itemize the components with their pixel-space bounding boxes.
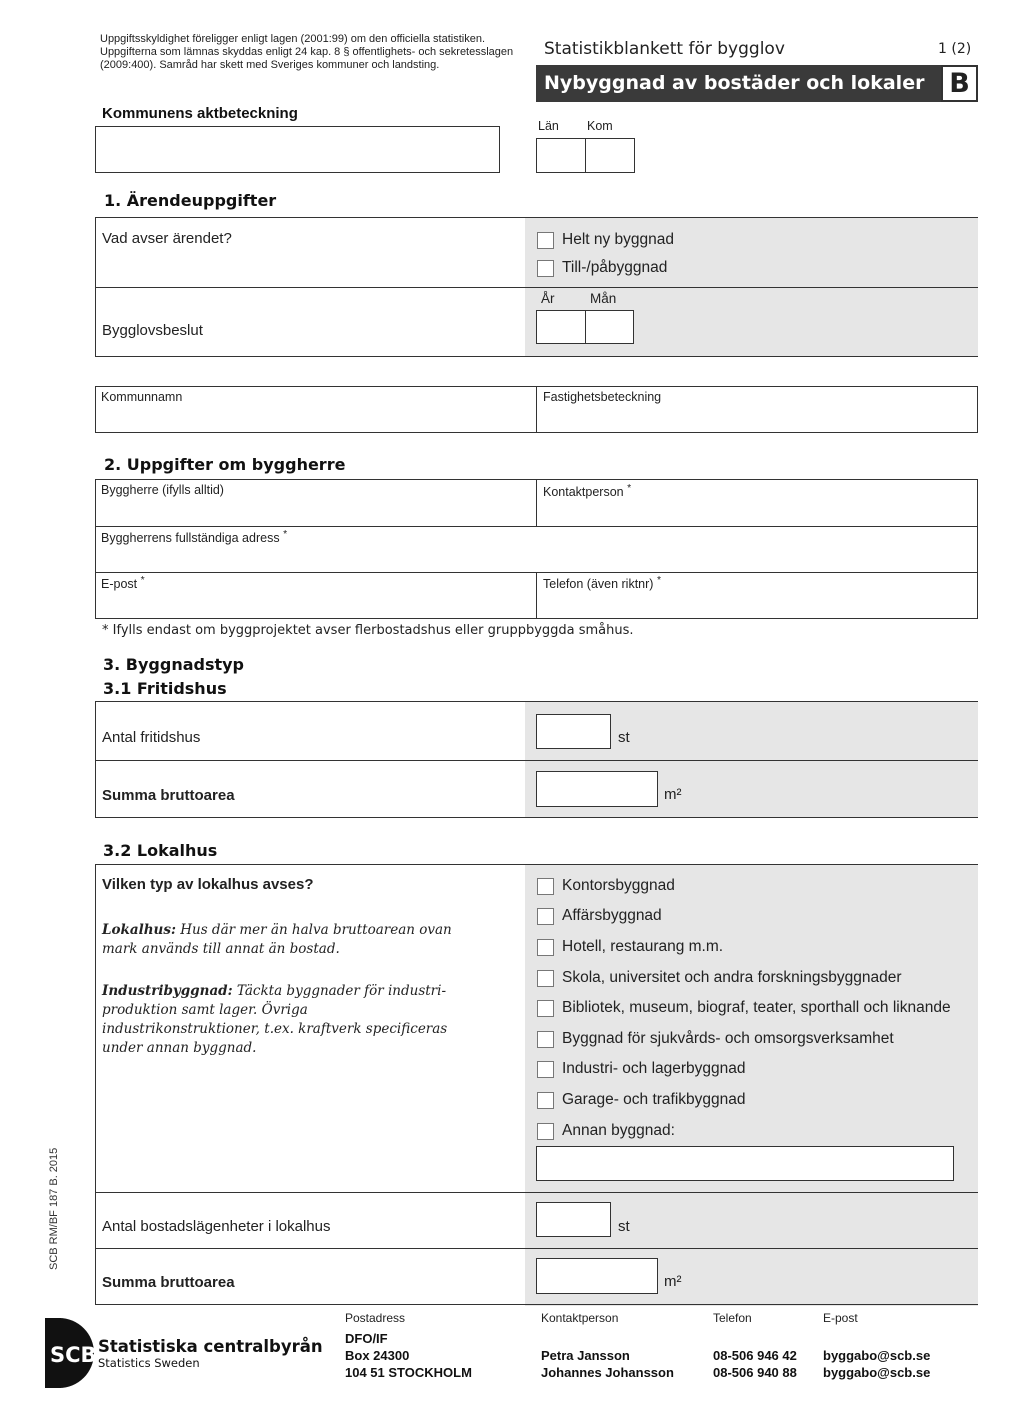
kontaktperson-label: Kontaktperson * (543, 483, 632, 500)
checkbox-kontorsbyggnad[interactable] (537, 878, 554, 895)
telefon-2: 08-506 940 88 (713, 1365, 797, 1380)
epost-2[interactable]: byggabo@scb.se (823, 1365, 931, 1380)
aktbeteckning-field[interactable] (95, 126, 500, 173)
industribyggnad-definition: Industribyggnad: Täckta byggnader för industri-produktion samt lager. Övriga industrikonstruktioner, t.ex. kraftverk specificeras under annan byggnad. (102, 983, 448, 1056)
antal-lagenheter-label: Antal bostadslägenheter i lokalhus (102, 1218, 331, 1235)
st-unit-2: st (618, 1218, 630, 1235)
man-label: Mån (590, 291, 617, 306)
svg-text:SCB: SCB (50, 1343, 95, 1367)
form-version-badge: B (941, 65, 978, 102)
man-field[interactable] (585, 310, 634, 344)
kom-field[interactable] (585, 138, 635, 173)
lokalhus-bottom-line (95, 1304, 978, 1305)
form-banner: Nybyggnad av bostäder och lokaler (536, 65, 942, 102)
bygglovsbeslut-label: Bygglovsbeslut (102, 322, 203, 339)
byggherre-field[interactable] (100, 499, 532, 524)
arende-question: Vad avser ärendet? (102, 230, 232, 247)
adress-label: Byggherrens fullständiga adress * (101, 529, 288, 546)
fastighet-label: Fastighetsbeteckning (543, 390, 662, 404)
postadress-label: Postadress (345, 1311, 406, 1325)
option-till-pabyggnad-label: Till-/påbyggnad (562, 259, 668, 276)
checkbox-affarsbyggnad[interactable] (537, 908, 554, 925)
kontakt-label: Kontaktperson (541, 1311, 619, 1325)
kontaktperson-field[interactable] (541, 499, 973, 524)
telefon-footer-label: Telefon (713, 1311, 752, 1325)
footnote: * Ifylls endast om byggprojektet avser flerbostadshus eller gruppbyggda småhus. (102, 623, 634, 638)
kommunnamn-field[interactable] (100, 405, 532, 431)
checkbox-bibliotek[interactable] (537, 1000, 554, 1017)
option-sjukvard: Byggnad för sjukvårds- och omsorgsverksamhet (562, 1030, 894, 1047)
ar-field[interactable] (536, 310, 586, 344)
section-1-heading: 1. Ärendeuppgifter (104, 191, 277, 210)
option-helt-ny-label: Helt ny byggnad (562, 231, 675, 248)
aktbeteckning-label: Kommunens aktbeteckning (102, 105, 298, 122)
telefon-1: 08-506 946 42 (713, 1348, 797, 1363)
section-3-heading: 3. Byggnadstyp (103, 655, 245, 674)
section-3-2-heading: 3.2 Lokalhus (103, 841, 218, 860)
section-3-1-heading: 3.1 Fritidshus (103, 679, 227, 698)
scb-logo-icon (45, 1318, 95, 1388)
option-kontorsbyggnad: Kontorsbyggnad (562, 877, 675, 894)
adress-field[interactable] (100, 545, 973, 570)
epost-label: E-post * (101, 575, 145, 592)
form-code: SCB RM/BF 187 B. 2015 (48, 1147, 60, 1270)
kommunnamn-label: Kommunnamn (101, 390, 183, 404)
fastighet-field[interactable] (541, 405, 973, 431)
antal-fritidshus-label: Antal fritidshus (102, 729, 201, 746)
legal-disclaimer: Uppgiftsskyldighet föreligger enligt lagen (2001:99) om den officiella statistiken. Uppgifterna som lämnas skyddas enligt 24 kap. 8 § offentlighets- och sekretesslagen (2009:400). Samråd har skett med Sveriges kommuner och landsting. (100, 33, 514, 71)
antal-fritidshus-field[interactable] (536, 714, 611, 749)
st-unit: st (618, 729, 630, 746)
checkbox-industri[interactable] (537, 1061, 554, 1078)
summa-bruttoarea-label: Summa bruttoarea (102, 787, 235, 804)
epost-footer-label: E-post (823, 1311, 858, 1325)
epost-field[interactable] (100, 591, 532, 616)
page-number: 1 (2) (938, 41, 972, 57)
logo-name: Statistiska centralbyrån (98, 1337, 323, 1356)
postadress-line-1: DFO/IF (345, 1331, 388, 1346)
summa-bruttoarea-fritid-field[interactable] (536, 771, 658, 807)
option-annan: Annan byggnad: (562, 1122, 675, 1139)
option-bibliotek: Bibliotek, museum, biograf, teater, sporthall och liknande (562, 999, 951, 1016)
lokalhus-definition: Lokalhus: Hus där mer än halva bruttoarean ovan mark används till annat än bostad. (102, 922, 452, 957)
form-title: Statistikblankett för bygglov (544, 39, 785, 59)
option-affarsbyggnad: Affärsbyggnad (562, 907, 662, 924)
postadress-line-3: 104 51 STOCKHOLM (345, 1365, 472, 1380)
logo-subtitle: Statistics Sweden (98, 1356, 200, 1370)
section-2-heading: 2. Uppgifter om byggherre (104, 455, 346, 474)
postadress-line-2: Box 24300 (345, 1348, 410, 1363)
antal-lagenheter-field[interactable] (536, 1202, 611, 1237)
m2-unit-2: m² (664, 1273, 682, 1290)
checkbox-till-pabyggnad[interactable] (537, 260, 554, 277)
m2-unit: m² (664, 786, 682, 803)
byggherre-label: Byggherre (ifylls alltid) (101, 483, 224, 497)
kontakt-name-2: Johannes Johansson (541, 1365, 674, 1380)
epost-1[interactable]: byggabo@scb.se (823, 1348, 931, 1363)
telefon-field[interactable] (541, 591, 973, 616)
lan-field[interactable] (536, 138, 586, 173)
checkbox-garage[interactable] (537, 1092, 554, 1109)
summa-bruttoarea-lokal-label: Summa bruttoarea (102, 1274, 235, 1291)
checkbox-sjukvard[interactable] (537, 1031, 554, 1048)
checkbox-annan[interactable] (537, 1123, 554, 1140)
kom-label: Kom (587, 119, 613, 133)
checkbox-skola[interactable] (537, 970, 554, 987)
kontakt-name-1: Petra Jansson (541, 1348, 630, 1363)
ar-label: År (541, 291, 555, 306)
option-hotell: Hotell, restaurang m.m. (562, 938, 724, 955)
option-skola: Skola, universitet och andra forskningsbyggnader (562, 969, 902, 986)
annan-byggnad-field[interactable] (536, 1146, 954, 1181)
telefon-label: Telefon (även riktnr) * (543, 575, 662, 592)
lan-label: Län (538, 119, 559, 133)
checkbox-helt-ny[interactable] (537, 232, 554, 249)
option-garage: Garage- och trafikbyggnad (562, 1091, 746, 1108)
lokalhus-question: Vilken typ av lokalhus avses? (102, 876, 314, 893)
checkbox-hotell[interactable] (537, 939, 554, 956)
option-industri: Industri- och lagerbyggnad (562, 1060, 746, 1077)
summa-bruttoarea-lokal-field[interactable] (536, 1258, 658, 1294)
